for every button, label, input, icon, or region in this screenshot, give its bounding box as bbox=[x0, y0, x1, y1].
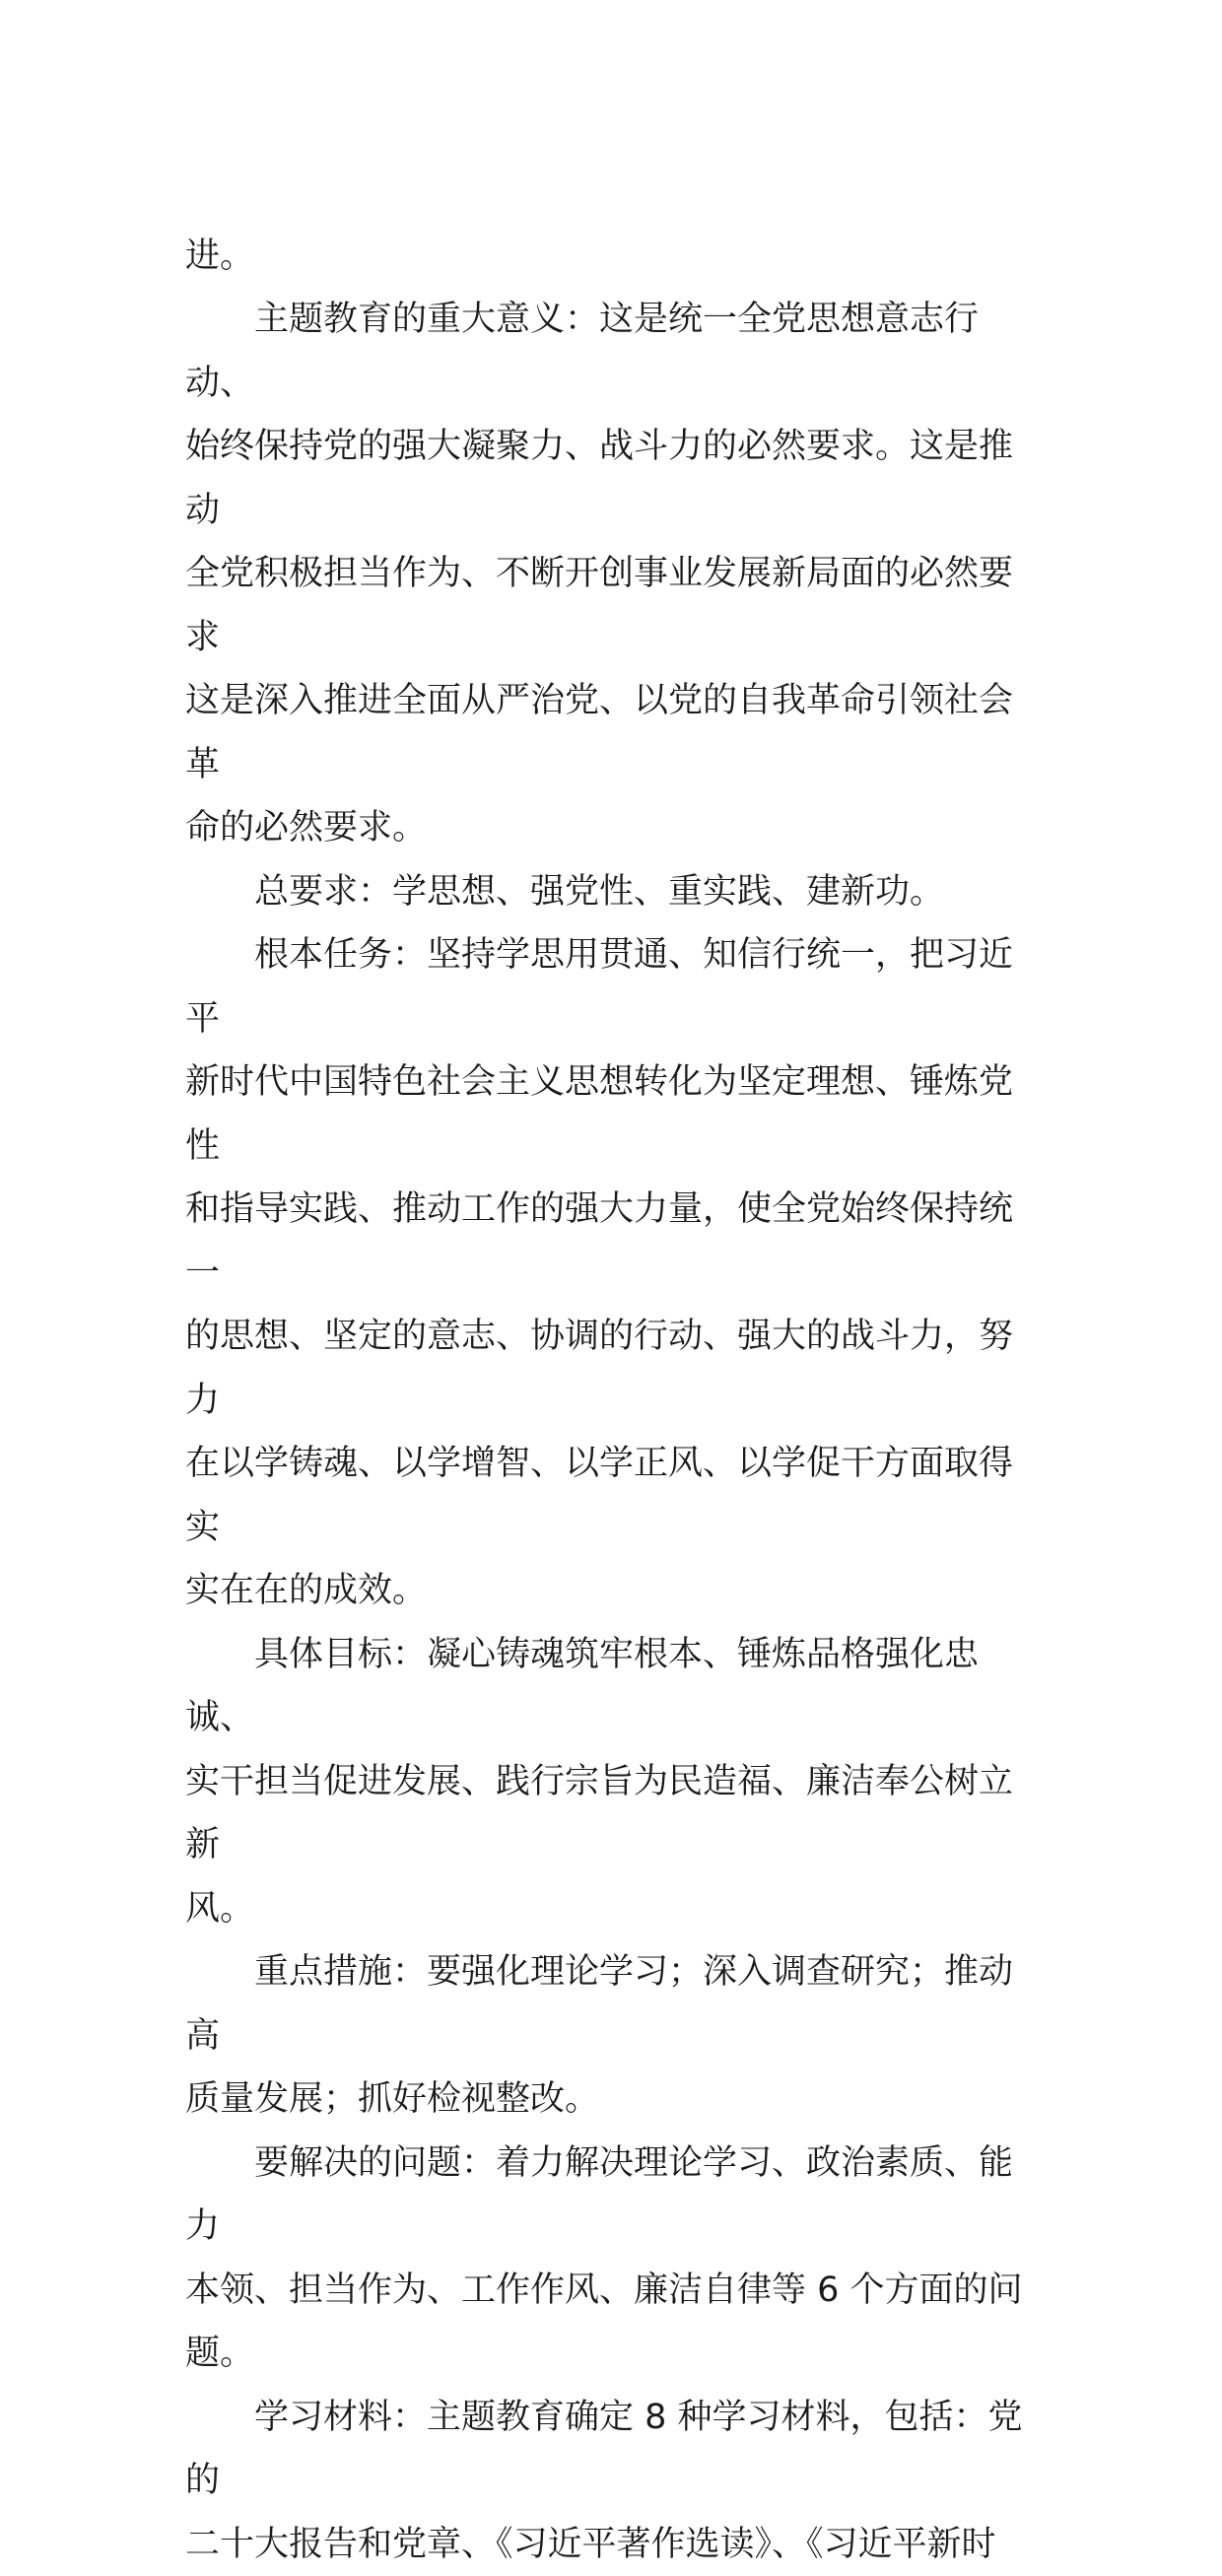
text-line: 进。 bbox=[185, 237, 254, 276]
text-line: 实在在的成效。 bbox=[185, 1571, 427, 1610]
text-line: 全党积极担当作为、不断开创事业发展新局面的必然要求 bbox=[185, 554, 1013, 657]
paragraph-general-requirements bbox=[185, 860, 1039, 924]
text-line: 根本任务：坚持学思用贯通、知信行统一，把习近平 bbox=[185, 935, 1013, 1039]
text-line: 主题教育的重大意义：这是统一全党思想意志行动、 bbox=[185, 300, 979, 403]
text-line: 新时代中国特色社会主义思想转化为坚定理想、锤炼党性 bbox=[185, 1062, 1013, 1166]
paragraph-key-measures bbox=[185, 1940, 1039, 2132]
text-line: 重点措施：要强化理论学习；深入调查研究；推动高 bbox=[185, 1952, 1013, 2056]
document-body bbox=[185, 161, 1039, 2576]
text-line: 风。 bbox=[185, 1889, 254, 1929]
paragraph-problems-to-solve bbox=[185, 2132, 1039, 2386]
text-line: 在以学铸魂、以学增智、以学正风、以学促干方面取得实 bbox=[185, 1444, 1013, 1547]
text-line: 具体目标：凝心铸魂筑牢根本、锤炼品格强化忠诚、 bbox=[185, 1635, 979, 1738]
paragraph-significance bbox=[185, 288, 1039, 860]
text-line: 二十大报告和党章、《习近平著作选读》、《习近平新时 bbox=[185, 2525, 996, 2564]
paragraph-fundamental-task bbox=[185, 923, 1039, 1623]
text-line: 的思想、坚定的意志、协调的行动、强大的战斗力，努力 bbox=[185, 1317, 1013, 1420]
text-line: 质量发展；抓好检视整改。 bbox=[185, 2079, 599, 2119]
text-line: 总要求：学思想、强党性、重实践、建新功。 bbox=[254, 872, 944, 912]
paragraph-study-materials bbox=[185, 2386, 1039, 2576]
text-line: 和指导实践、推动工作的强大力量，使全党始终保持统一 bbox=[185, 1189, 1013, 1293]
text-line: 命的必然要求。 bbox=[185, 808, 427, 847]
text-line: 本领、担当作为、工作作风、廉洁自律等 6 个方面的问题。 bbox=[185, 2271, 1023, 2374]
paragraph-continuation bbox=[185, 161, 1039, 288]
text-line: 这是深入推进全面从严治党、以党的自我革命引领社会革 bbox=[185, 681, 1013, 784]
text-line: 始终保持党的强大凝聚力、战斗力的必然要求。这是推动 bbox=[185, 427, 1013, 530]
text-line: 学习材料：主题教育确定 8 种学习材料，包括：党的 bbox=[185, 2398, 1023, 2501]
text-line: 要解决的问题：着力解决理论学习、政治素质、能力 bbox=[185, 2143, 1013, 2247]
paragraph-specific-goals bbox=[185, 1623, 1039, 1941]
text-line: 实干担当促进发展、践行宗旨为民造福、廉洁奉公树立新 bbox=[185, 1762, 1013, 1865]
